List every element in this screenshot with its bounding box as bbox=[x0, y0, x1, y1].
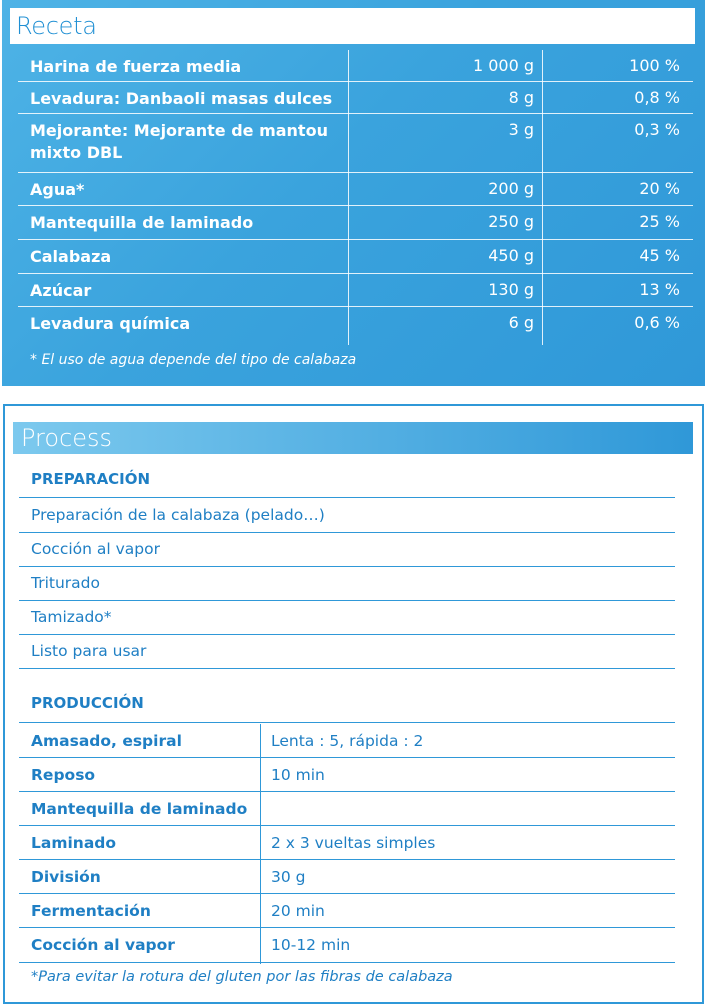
ingredient-qty: 250 g bbox=[488, 212, 534, 231]
process-step-value: 10-12 min bbox=[271, 936, 351, 954]
list-item: Tamizado* bbox=[31, 608, 112, 626]
ingredient-qty: 200 g bbox=[488, 179, 534, 198]
divider bbox=[19, 668, 675, 669]
ingredient-qty: 130 g bbox=[488, 280, 534, 299]
ingredient-pct: 0,6 % bbox=[634, 313, 680, 332]
divider bbox=[19, 962, 675, 963]
divider bbox=[19, 859, 675, 860]
process-step-value: 20 min bbox=[271, 902, 325, 920]
preparacion-heading: PREPARACIÓN bbox=[31, 470, 151, 488]
divider bbox=[19, 722, 675, 723]
list-item: Triturado bbox=[31, 574, 100, 592]
process-title: Process bbox=[13, 422, 693, 454]
list-item: Cocción al vapor bbox=[31, 540, 160, 558]
process-panel bbox=[3, 404, 704, 1004]
ingredient-pct: 45 % bbox=[639, 246, 680, 265]
table-row bbox=[18, 173, 693, 206]
divider bbox=[19, 791, 675, 792]
ingredient-qty: 3 g bbox=[508, 120, 534, 139]
table-row bbox=[18, 274, 693, 307]
ingredient-qty: 1 000 g bbox=[472, 56, 534, 75]
table-row bbox=[18, 307, 693, 340]
ingredient-name: Harina de fuerza media bbox=[30, 57, 242, 76]
receta-footnote: * El uso de agua depende del tipo de calabaza bbox=[30, 352, 357, 368]
ingredient-pct: 100 % bbox=[629, 56, 680, 75]
divider bbox=[19, 532, 675, 533]
ingredient-name: Mejorante: Mejorante de mantou mixto DBL bbox=[30, 121, 328, 162]
divider bbox=[19, 600, 675, 601]
process-step-label: Fermentación bbox=[31, 902, 151, 920]
divider bbox=[19, 825, 675, 826]
ingredient-qty: 8 g bbox=[508, 88, 534, 107]
divider bbox=[19, 634, 675, 635]
ingredient-pct: 25 % bbox=[639, 212, 680, 231]
table-row bbox=[18, 50, 693, 82]
column-divider bbox=[260, 724, 261, 964]
table-row bbox=[18, 114, 693, 173]
process-step-label: Amasado, espiral bbox=[31, 732, 182, 750]
process-footnote: *Para evitar la rotura del gluten por las fibras de calabaza bbox=[31, 969, 453, 985]
table-row bbox=[18, 82, 693, 114]
ingredient-pct: 0,8 % bbox=[634, 88, 680, 107]
divider bbox=[19, 497, 675, 498]
receta-table bbox=[18, 50, 693, 340]
ingredient-pct: 13 % bbox=[639, 280, 680, 299]
process-step-value: 10 min bbox=[271, 766, 325, 784]
table-row bbox=[18, 206, 693, 240]
ingredient-pct: 20 % bbox=[639, 179, 680, 198]
ingredient-name: Agua* bbox=[30, 180, 85, 199]
ingredient-name: Calabaza bbox=[30, 247, 112, 266]
process-step-label: Mantequilla de laminado bbox=[31, 800, 248, 818]
process-step-label: División bbox=[31, 868, 101, 886]
divider bbox=[19, 757, 675, 758]
divider bbox=[19, 927, 675, 928]
ingredient-pct: 0,3 % bbox=[634, 120, 680, 139]
ingredient-qty: 6 g bbox=[508, 313, 534, 332]
ingredient-name: Levadura química bbox=[30, 314, 191, 333]
process-step-value: Lenta : 5, rápida : 2 bbox=[271, 732, 424, 750]
list-item: Preparación de la calabaza (pelado…) bbox=[31, 506, 325, 524]
process-step-value: 30 g bbox=[271, 868, 306, 886]
receta-title: Receta bbox=[10, 8, 695, 44]
process-step-label: Cocción al vapor bbox=[31, 936, 175, 954]
table-row bbox=[18, 240, 693, 274]
process-step-label: Reposo bbox=[31, 766, 96, 784]
divider bbox=[19, 566, 675, 567]
produccion-heading: PRODUCCIÓN bbox=[31, 694, 144, 712]
ingredient-name: Mantequilla de laminado bbox=[30, 213, 254, 232]
receta-panel bbox=[2, 0, 705, 386]
list-item: Listo para usar bbox=[31, 642, 147, 660]
process-step-value: 2 x 3 vueltas simples bbox=[271, 834, 436, 852]
divider bbox=[19, 893, 675, 894]
ingredient-qty: 450 g bbox=[488, 246, 534, 265]
process-step-label: Laminado bbox=[31, 834, 117, 852]
ingredient-name: Azúcar bbox=[30, 281, 92, 300]
ingredient-name: Levadura: Danbaoli masas dulces bbox=[30, 89, 333, 108]
